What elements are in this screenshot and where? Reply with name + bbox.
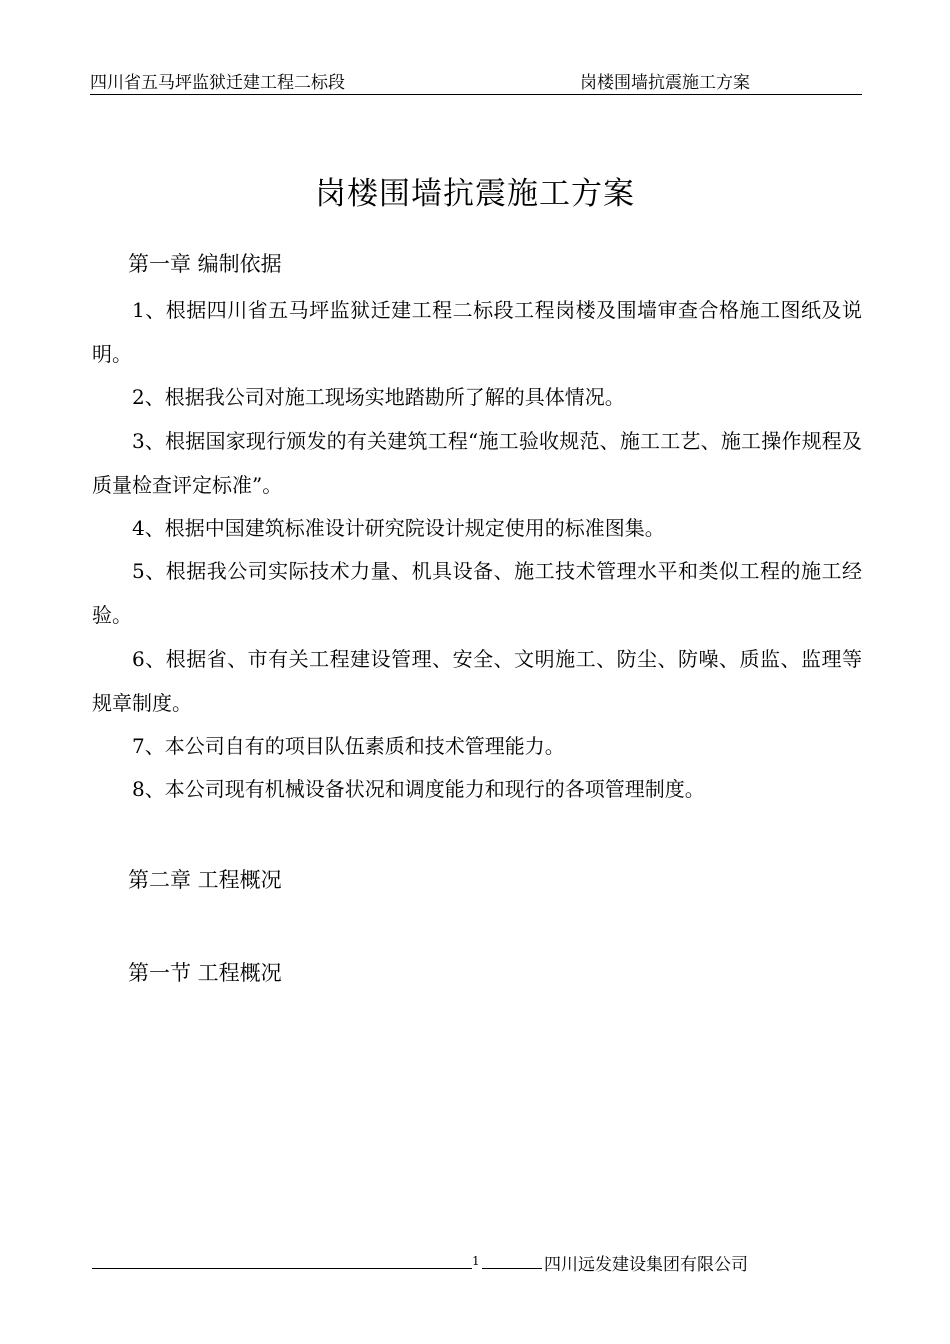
document-title: 岗楼围墙抗震施工方案 [315,176,635,212]
chapter-1-heading: 第一章 编制依据 [128,252,282,276]
basis-item-4: 4、根据中国建筑标准设计研究院设计规定使用的标准图集。 [132,516,665,540]
basis-item-6: 6、根据省、市有关工程建设管理、安全、文明施工、防尘、防噪、质监、监理等规章制度。 [92,647,862,715]
header-document-title: 岗楼围墙抗震施工方案 [580,73,750,93]
header-project-name: 四川省五马坪监狱迁建工程二标段 [90,73,345,93]
page-number: 1 [472,1254,480,1268]
footer-rule-right [482,1268,542,1269]
footer-company-name: 四川远发建设集团有限公司 [544,1255,748,1275]
basis-item-3: 3、根据国家现行颁发的有关建筑工程“施工验收规范、施工工艺、施工操作规程及质量检查评定标准”。 [92,429,862,497]
page-footer [92,1250,792,1274]
basis-item-7: 7、本公司自有的项目队伍素质和技术管理能力。 [132,734,565,758]
footer-rule-left [92,1268,472,1269]
basis-item-5: 5、根据我公司实际技术力量、机具设备、施工技术管理水平和类似工程的施工经验。 [92,559,862,627]
basis-item-2: 2、根据我公司对施工现场实地踏勘所了解的具体情况。 [132,385,625,409]
chapter-2-heading: 第二章 工程概况 [128,868,282,892]
basis-item-1: 1、根据四川省五马坪监狱迁建工程二标段工程岗楼及围墙审查合格施工图纸及说明。 [92,298,862,366]
section-1-heading: 第一节 工程概况 [128,961,282,985]
page-header [90,64,862,95]
basis-item-8: 8、本公司现有机械设备状况和调度能力和现行的各项管理制度。 [132,777,705,801]
